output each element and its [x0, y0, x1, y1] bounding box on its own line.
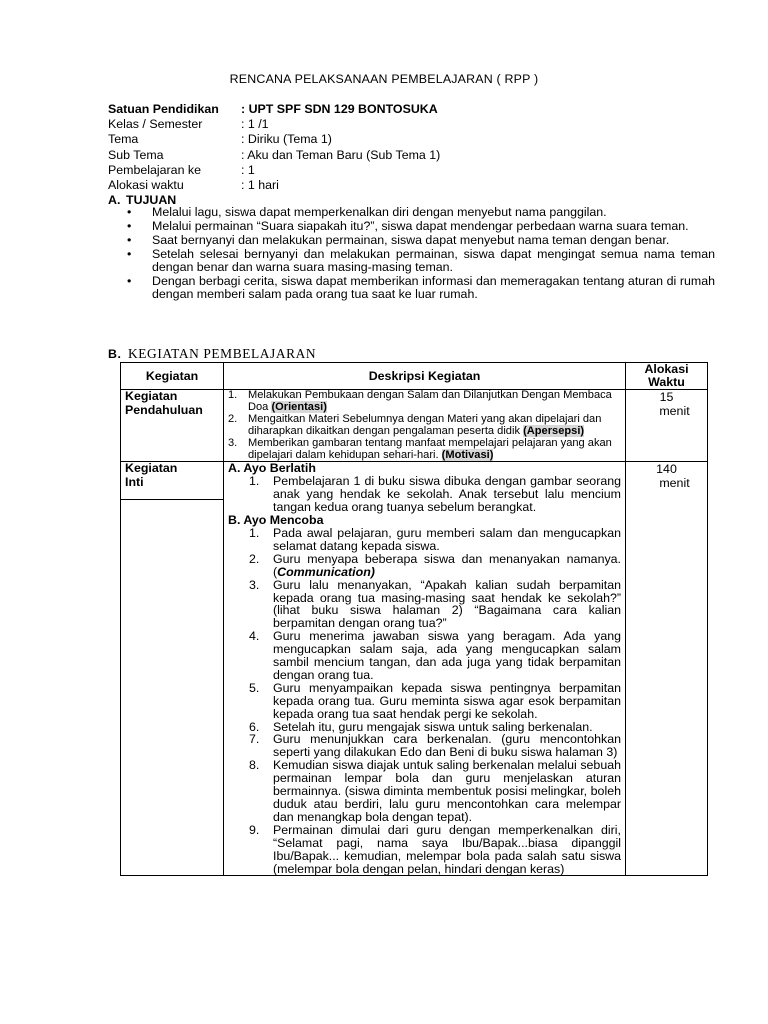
- info-row: [108, 163, 440, 178]
- item-number: 1.: [228, 389, 238, 401]
- step-number: 3.: [249, 577, 260, 592]
- goals-list: [127, 206, 715, 302]
- info-row: [108, 117, 440, 132]
- item-text: Melakukan Pembukaan dengan Salam dan Dilanjutkan Dengan Membaca Doa: [248, 389, 612, 413]
- subsection-heading: B. Ayo Mencoba: [228, 513, 324, 528]
- step-text: Guru lalu menanyakan, “Apakah kalian sudah berpamitan kepada orang tua masing-masing saat hendak ke sekolah?” (lihat buku siswa halaman 2) “Bagaimana cara kalian berpamitan dengan orang tua?”: [273, 577, 621, 631]
- list-item: [228, 733, 621, 759]
- step-number: 8.: [249, 758, 260, 773]
- goal-text: Dengan berbagi cerita, siswa dapat memberikan informasi dan memeragakan tentang aturan di rumah dengan memberi salam pada orang tua saat ke luar rumah.: [152, 273, 715, 302]
- list-item: [228, 438, 621, 462]
- inti-description: [224, 462, 626, 876]
- step-text: Guru menyampaikan kepada siswa pentingnya berpamitan kepada orang tua. Guru meminta siswa agar esok berpamitan kepada orang tua saat hendak pergi ke sekolah.: [273, 680, 621, 721]
- table-header-row: [121, 363, 708, 390]
- info-value: : Aku dan Teman Baru (Sub Tema 1): [241, 147, 441, 162]
- item-number: 2.: [228, 412, 238, 425]
- cell-label: Kegiatan: [125, 389, 178, 403]
- pendahuluan-description: [224, 390, 626, 462]
- cell-divider: [121, 499, 223, 500]
- header-alokasi-line: Alokasi: [644, 362, 689, 376]
- activities-table: [120, 362, 708, 876]
- identity-block: [108, 102, 440, 193]
- info-label: Sub Tema: [108, 147, 164, 162]
- list-item: [228, 390, 621, 414]
- time-unit: menit: [659, 476, 690, 491]
- list-item: [228, 414, 621, 438]
- header-alokasi: [626, 363, 708, 390]
- info-value: : UPT SPF SDN 129 BONTOSUKA: [241, 102, 438, 116]
- goal-text: Setelah selesai bernyanyi dan melakukan permainan, siswa dapat mengingat semua nama teman dengan benar dan warna suara masing-masing teman.: [152, 246, 715, 274]
- item-text: Memberikan gambaran tentang manfaat mempelajari pelajaran yang akan dipelajari dalam kehidupan sehari-hari.: [248, 436, 612, 461]
- step-emphasis: Communication: [277, 564, 371, 579]
- step-text: Pada awal pelajaran, guru memberi salam dan mengucapkan selamat datang kepada siswa.: [273, 525, 621, 553]
- info-row: [108, 102, 440, 117]
- step-text: Kemudian siswa diajak untuk saling berkenalan melalui sebuah permainan lempar bola dan guru menjelaskan aturan bermainnya. (siswa diminta membentuk posisi melingkar, boleh duduk atau berdiri, lalu guru mencontohkan cara melempar dan menangkap bola dengan tepat).: [273, 758, 621, 824]
- table-row: [121, 462, 708, 876]
- step-text: Pembelajaran 1 di buku siswa dibuka dengan gambar seorang anak yang hendak ke sekolah. Anak tersebut lalu mencium tangan kedua orang tuanya sebelum berangkat.: [273, 474, 621, 515]
- pendahuluan-time: [626, 390, 708, 462]
- bullet-icon: •: [127, 246, 132, 261]
- info-value: : 1: [241, 162, 255, 177]
- cell-label: Kegiatan: [125, 461, 178, 476]
- bullet-icon: •: [127, 218, 132, 233]
- time-unit: menit: [659, 404, 690, 418]
- cell-label: Pendahuluan: [125, 402, 203, 417]
- header-kegiatan: Kegiatan: [121, 363, 224, 390]
- document-title: RENCANA PELAKSANAAN PEMBELAJARAN ( RPP ): [229, 72, 539, 86]
- step-text: Setelah itu, guru mengajak siswa untuk saling berkenalan.: [273, 719, 593, 734]
- step-number: 1.: [249, 474, 260, 489]
- info-label: Satuan Pendidikan: [108, 102, 219, 116]
- info-label: Pembelajaran ke: [108, 162, 201, 177]
- section-letter: B.: [108, 347, 122, 361]
- stage-tag: (Motivasi): [441, 448, 494, 461]
- info-row: [108, 132, 440, 147]
- bullet-icon: •: [127, 232, 132, 247]
- goal-text: Melalui lagu, siswa dapat memperkenalkan diri dengan menyebut nama panggilan.: [152, 205, 607, 219]
- list-item: [127, 248, 715, 275]
- step-number: 5.: [249, 680, 260, 695]
- list-item: [228, 475, 621, 514]
- time-value: 15: [659, 390, 674, 404]
- info-label: Alokasi waktu: [108, 178, 184, 193]
- list-item: [127, 220, 715, 233]
- step-text: Guru menunjukkan cara berkenalan. (guru mencontohkan seperti yang dilakukan Edo dan Beni di buku siswa halaman 3): [273, 732, 621, 760]
- info-label: Kelas / Semester: [108, 117, 203, 132]
- step-text: Guru menyapa beberapa siswa dan menanyakan namanya. (: [273, 551, 621, 579]
- cell-label: Inti: [125, 474, 144, 489]
- step-number: 9.: [249, 822, 260, 837]
- section-title: TUJUAN: [126, 193, 177, 207]
- step-tail: ): [370, 564, 375, 579]
- item-number: 3.: [228, 436, 238, 449]
- step-text: Guru menerima jawaban siswa yang beragam. Ada yang mengucapkan salam saja, ada yang mengucapkan salam sambil mencium tangan, dan ada juga yang tidak berpamitan dengan orang tua.: [273, 629, 621, 682]
- stage-tag: (Apersepsi): [523, 424, 585, 437]
- kegiatan-inti-cell: [121, 462, 224, 876]
- bullet-icon: •: [127, 273, 132, 288]
- list-item: [228, 553, 621, 579]
- time-value: 140: [656, 462, 677, 477]
- list-item: [127, 275, 715, 302]
- step-number: 6.: [249, 719, 260, 734]
- inti-time: [626, 462, 708, 876]
- stage-tag: (Orientasi): [271, 400, 327, 413]
- bullet-icon: •: [127, 205, 132, 219]
- kegiatan-pendahuluan-cell: [121, 390, 224, 462]
- section-b-heading: [108, 346, 316, 362]
- list-item: [228, 824, 621, 876]
- list-item: [228, 759, 621, 824]
- header-deskripsi: Deskripsi Kegiatan: [224, 363, 626, 390]
- info-row: [108, 148, 440, 163]
- list-item: [127, 206, 715, 219]
- list-item: [228, 527, 621, 553]
- goal-text: Saat bernyanyi dan melakukan permainan, siswa dapat menyebut nama teman dengan benar.: [152, 232, 670, 247]
- list-item: [127, 234, 715, 247]
- info-label: Tema: [108, 132, 139, 147]
- list-item: [228, 630, 621, 682]
- step-text: Permainan dimulai dari guru dengan memperkenalkan diri, “Selamat pagi, nama saya Ibu/Bapak...biasa dipanggil Ibu/Bapak... kemudian, melempar bola pada salah satu siswa (melempar bola dengan pelan, hindari dengan keras): [273, 822, 621, 876]
- section-letter: A.: [108, 193, 121, 207]
- step-number: 2.: [249, 551, 260, 566]
- subsection-heading: A. Ayo Berlatih: [228, 461, 316, 476]
- info-value: : Diriku (Tema 1): [241, 132, 332, 147]
- header-alokasi-line: Waktu: [648, 375, 685, 389]
- info-value: : 1 /1: [241, 117, 269, 132]
- step-number: 1.: [249, 525, 260, 540]
- step-number: 4.: [249, 629, 260, 644]
- info-value: : 1 hari: [241, 178, 279, 193]
- table-row: [121, 390, 708, 462]
- step-number: 7.: [249, 732, 260, 747]
- goal-text: Melalui permainan “Suara siapakah itu?”, siswa dapat mendengar perbedaan warna suara teman.: [152, 218, 689, 233]
- info-row: [108, 178, 440, 193]
- item-text: Mengaitkan Materi Sebelumnya dengan Materi yang akan dipelajari dan diharapkan dikaitkan dengan pengalaman peserta didik: [248, 412, 602, 437]
- list-item: [228, 579, 621, 631]
- section-title: KEGIATAN PEMBELAJARAN: [128, 346, 317, 361]
- list-item: [228, 682, 621, 721]
